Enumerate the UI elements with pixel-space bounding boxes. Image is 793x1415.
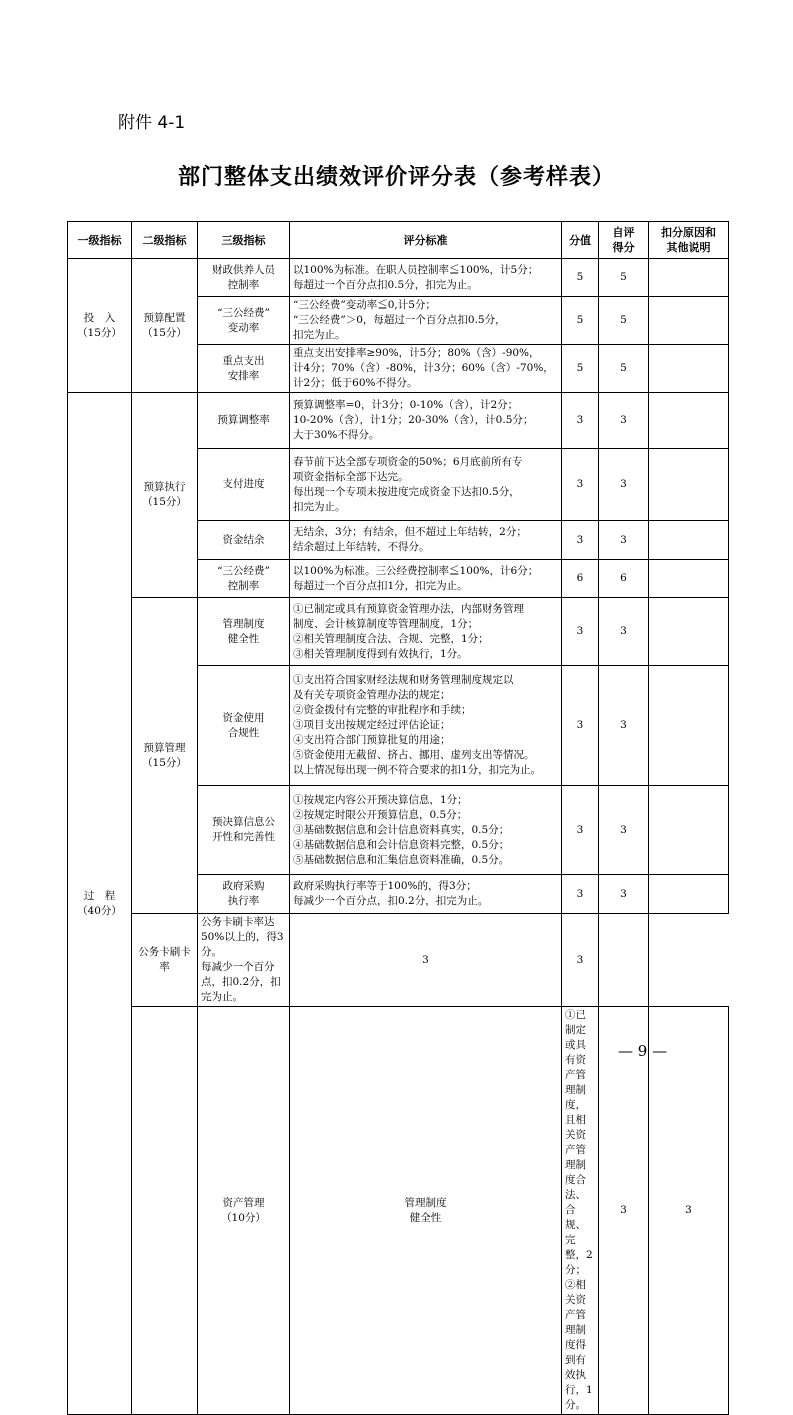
- header-notes: [649, 222, 729, 259]
- scoring-criteria: [290, 875, 562, 914]
- criteria-line: ①已制定或具有预算资金管理办法，内部财务管理: [293, 602, 524, 615]
- level3-line: 健全性: [409, 1211, 442, 1224]
- level3-line: “三公经费”: [217, 306, 270, 319]
- criteria-line: 10-20%（含），计1分；20-30%（含），计0.5分；: [293, 414, 534, 426]
- scoring-criteria: [290, 259, 562, 297]
- level3-line: 变动率: [227, 321, 260, 334]
- level1-points: （15分）: [77, 326, 122, 339]
- level3-indicator: [198, 666, 290, 786]
- scoring-criteria: [198, 914, 290, 1007]
- criteria-line: ②相关资产管理制度得到有效执行，1分。: [565, 1279, 593, 1411]
- criteria-line: 扣完为止。: [293, 500, 346, 513]
- level2-zichan-guanli: [198, 1007, 290, 1415]
- criteria-line: ①已制定或具有资产管理制度，且相关资产管理制: [565, 1009, 586, 1171]
- self-score-value: 5: [599, 259, 649, 297]
- level1-guocheng: [68, 393, 132, 1415]
- scoring-criteria: [290, 786, 562, 875]
- level1-name: 投 入: [83, 311, 116, 324]
- level3-line: 执行率: [227, 895, 260, 907]
- score-value: 5: [562, 259, 599, 297]
- deduction-notes-cell[interactable]: [649, 666, 729, 786]
- level3-indicator: [198, 875, 290, 914]
- criteria-line: ④基础数据信息和会计信息资料完整，0.5分；: [293, 838, 510, 851]
- criteria-line: 项资金指标全部下达完。: [293, 470, 409, 483]
- scoring-criteria: [290, 393, 562, 449]
- score-value: 3: [290, 914, 562, 1007]
- scoring-criteria: [290, 449, 562, 521]
- self-score-value: 3: [599, 875, 649, 914]
- header-self-score: [599, 222, 649, 259]
- level1-points: （40分）: [77, 904, 122, 917]
- criteria-line: 每超过一个百分点扣1分，扣完为止。: [293, 579, 468, 592]
- criteria-line: 每减少一个百分点，扣0.2分，扣完为止。: [201, 961, 281, 1003]
- criteria-line: 政府采购执行率等于100%的，得3分；: [293, 880, 477, 892]
- self-score-value: 3: [599, 786, 649, 875]
- table-row: [68, 259, 729, 297]
- level3-line: 财政供养人员: [212, 263, 275, 276]
- level2-yusuan-peizhi: [132, 259, 198, 393]
- score-value: 5: [562, 297, 599, 345]
- scoring-table: [67, 221, 729, 1415]
- self-score-value: 3: [649, 1007, 729, 1415]
- level3-line: “三公经费”: [217, 564, 270, 577]
- score-value: 3: [562, 666, 599, 786]
- header-self-score-line1: 自评: [612, 226, 635, 239]
- criteria-line: 每减少一个百分点，扣0.2分，扣完为止。: [293, 895, 489, 907]
- level3-indicator: [198, 345, 290, 393]
- level3-indicator: [198, 297, 290, 345]
- score-value: 3: [562, 875, 599, 914]
- level3-line: 控制率: [227, 278, 260, 291]
- level3-line: 安排率: [227, 369, 260, 382]
- scoring-criteria: [290, 297, 562, 345]
- criteria-line: 每超过一个百分点扣0.5分，扣完为止。: [293, 278, 478, 291]
- criteria-line: ①按规定内容公开预决算信息，1分；: [293, 793, 468, 806]
- scoring-criteria: [290, 521, 562, 560]
- criteria-line: 以100%为标准。三公经费控制率≦100%，计6分；: [293, 564, 539, 577]
- self-score-value: 3: [599, 666, 649, 786]
- criteria-line: “三公经费”变动率≦0,计5分；: [293, 299, 436, 311]
- deduction-notes-cell[interactable]: [649, 259, 729, 297]
- criteria-line: “三公经费”＞0，每超过一个百分点扣0.5分，: [293, 314, 506, 326]
- self-score-value: 5: [599, 345, 649, 393]
- scoring-criteria: [290, 666, 562, 786]
- score-value: 6: [562, 560, 599, 598]
- criteria-line: 无结余，3分；有结余，但不超过上年结转，2分；: [293, 526, 527, 538]
- criteria-line: ②相关管理制度合法、合规、完整，1分；: [293, 632, 489, 645]
- criteria-line: 制度、会计核算制度等管理制度，1分；: [293, 617, 479, 630]
- level3-line: 健全性: [227, 632, 260, 645]
- scoring-criteria: [290, 598, 562, 666]
- level3-line: 控制率: [227, 579, 260, 592]
- score-value: 3: [562, 598, 599, 666]
- score-value: 5: [562, 345, 599, 393]
- level2-name: 预算执行: [143, 481, 186, 493]
- level3-line: 预决算信息公: [212, 816, 275, 828]
- header-self-score-line2: 得分: [612, 241, 635, 254]
- level2-points: （15分）: [142, 326, 187, 339]
- deduction-notes-cell[interactable]: [649, 521, 729, 560]
- level3-indicator: [198, 521, 290, 560]
- level3-line: 公务卡刷卡率: [138, 946, 191, 973]
- header-level1: 一级指标: [68, 222, 132, 259]
- level2-yusuan-guanli: [132, 598, 198, 914]
- self-score-value: 6: [599, 560, 649, 598]
- score-value: 3: [562, 393, 599, 449]
- criteria-line: 计4分；70%（含）-80%，计3分；60%（含）-70%，: [293, 362, 554, 374]
- header-row: [68, 222, 729, 259]
- level2-name: 预算配置: [143, 311, 186, 324]
- table-row: [68, 1007, 729, 1415]
- deduction-notes-cell[interactable]: [649, 449, 729, 521]
- level3-line: 管理制度: [404, 1196, 447, 1209]
- criteria-line: 结余超过上年结转，不得分。: [293, 541, 430, 553]
- criteria-line: ③相关管理制度得到有效执行，1分。: [293, 647, 468, 660]
- header-notes-line1: 扣分原因和: [661, 226, 716, 239]
- score-value: 3: [562, 521, 599, 560]
- criteria-line: ⑤基础数据信息和汇集信息资料准确，0.5分。: [293, 853, 510, 866]
- scoring-criteria: [290, 560, 562, 598]
- deduction-notes-cell[interactable]: [649, 345, 729, 393]
- deduction-notes-cell[interactable]: [599, 914, 649, 1007]
- level3-line: 资金使用: [222, 711, 265, 724]
- deduction-notes-cell[interactable]: [649, 786, 729, 875]
- table-body: [68, 259, 729, 1415]
- attachment-label: 附件 4-1: [118, 113, 186, 133]
- level3-indicator: [198, 786, 290, 875]
- page-title: 部门整体支出绩效评价评分表（参考样表）: [177, 165, 615, 190]
- level3-indicator: [198, 449, 290, 521]
- header-level3: 三级指标: [198, 222, 290, 259]
- level3-line: 重点支出: [222, 354, 265, 367]
- criteria-line: 以100%为标准。在职人员控制率≦100%，计5分；: [293, 263, 539, 276]
- score-value: 3: [562, 449, 599, 521]
- self-score-value: 3: [562, 914, 599, 1007]
- table-row: [68, 598, 729, 666]
- level3-line: 资金结余: [222, 533, 265, 546]
- level2-points: （10分）: [221, 1211, 266, 1224]
- header-criteria: 评分标准: [290, 222, 562, 259]
- level1-touru: [68, 259, 132, 393]
- level3-indicator: [198, 393, 290, 449]
- deduction-notes-cell[interactable]: [649, 875, 729, 914]
- level3-line: 支付进度: [222, 478, 265, 490]
- level3-indicator: [290, 1007, 562, 1415]
- score-value: 3: [562, 786, 599, 875]
- level3-indicator: [198, 259, 290, 297]
- self-score-value: 3: [599, 449, 649, 521]
- level3-indicator: [198, 560, 290, 598]
- self-score-value: 3: [599, 598, 649, 666]
- self-score-value: 3: [599, 521, 649, 560]
- scoring-criteria: [290, 345, 562, 393]
- criteria-line: ④支出符合部门预算批复的用途；: [293, 734, 451, 746]
- criteria-line: 预算调整率=0，计3分；0-10%（含），计2分；: [293, 399, 519, 411]
- criteria-line: ③基础数据信息和会计信息资料真实，0.5分；: [293, 823, 510, 836]
- header-notes-line2: 其他说明: [666, 241, 711, 254]
- level2-yusuan-zhixing: [132, 393, 198, 598]
- criteria-line: 大于30%不得分。: [293, 429, 380, 441]
- level3-line: 政府采购: [222, 880, 265, 892]
- deduction-notes-cell[interactable]: [649, 560, 729, 598]
- level2-name: 预算管理: [143, 741, 186, 754]
- criteria-line: 扣完为止。: [293, 329, 346, 341]
- header-level2: 二级指标: [132, 222, 198, 259]
- criteria-line: ⑤资金使用无截留、挤占、挪用、虚列支出等情况。: [293, 749, 535, 761]
- level2-points: （15分）: [142, 496, 187, 508]
- level2-name: 资产管理: [222, 1196, 265, 1209]
- level1-name: 过 程: [83, 889, 116, 902]
- criteria-line: 度合法、合规、完整，2分；: [565, 1174, 593, 1276]
- criteria-line: 及有关专项资金管理办法的规定；: [293, 689, 451, 701]
- level3-line: 合规性: [227, 726, 260, 739]
- deduction-notes-cell[interactable]: [649, 598, 729, 666]
- table-row: [68, 914, 729, 1007]
- level3-indicator: [198, 598, 290, 666]
- criteria-line: 计2分；低于60%不得分。: [293, 377, 418, 389]
- level3-line: 预算调整率: [217, 414, 270, 426]
- self-score-value: 5: [599, 297, 649, 345]
- score-value: 3: [599, 1007, 649, 1415]
- deduction-notes-cell[interactable]: [649, 297, 729, 345]
- level3-indicator: [132, 914, 198, 1007]
- criteria-line: ②资金拨付有完整的审批程序和手续；: [293, 704, 472, 716]
- level1-empty: [132, 1007, 198, 1415]
- level2-points: （15分）: [142, 756, 187, 769]
- level3-line: 管理制度: [222, 617, 265, 630]
- criteria-line: ③项目支出按规定经过评估论证；: [293, 719, 451, 731]
- page-number: — 9 —: [618, 1042, 668, 1060]
- criteria-line: 春节前下达全部专项资金的50%；6月底前所有专: [293, 455, 523, 468]
- header-score: 分值: [562, 222, 599, 259]
- level3-line: 开性和完善性: [212, 831, 275, 843]
- table-row: [68, 393, 729, 449]
- criteria-line: ②按规定时限公开预算信息，0.5分；: [293, 808, 468, 821]
- criteria-line: 重点支出安排率≥90%，计5分；80%（含）-90%，: [293, 347, 540, 359]
- criteria-line: 每出现一个专项未按进度完成资金下达扣0.5分，: [293, 485, 520, 498]
- criteria-line: ①支出符合国家财经法规和财务管理制度规定以: [293, 674, 514, 686]
- deduction-notes-cell[interactable]: [649, 393, 729, 449]
- criteria-line: 公务卡刷卡率达50%以上的，得3分。: [201, 916, 284, 958]
- scoring-criteria: [562, 1007, 599, 1415]
- self-score-value: 3: [599, 393, 649, 449]
- criteria-line: 以上情况每出现一例不符合要求的扣1分，扣完为止。: [293, 764, 542, 776]
